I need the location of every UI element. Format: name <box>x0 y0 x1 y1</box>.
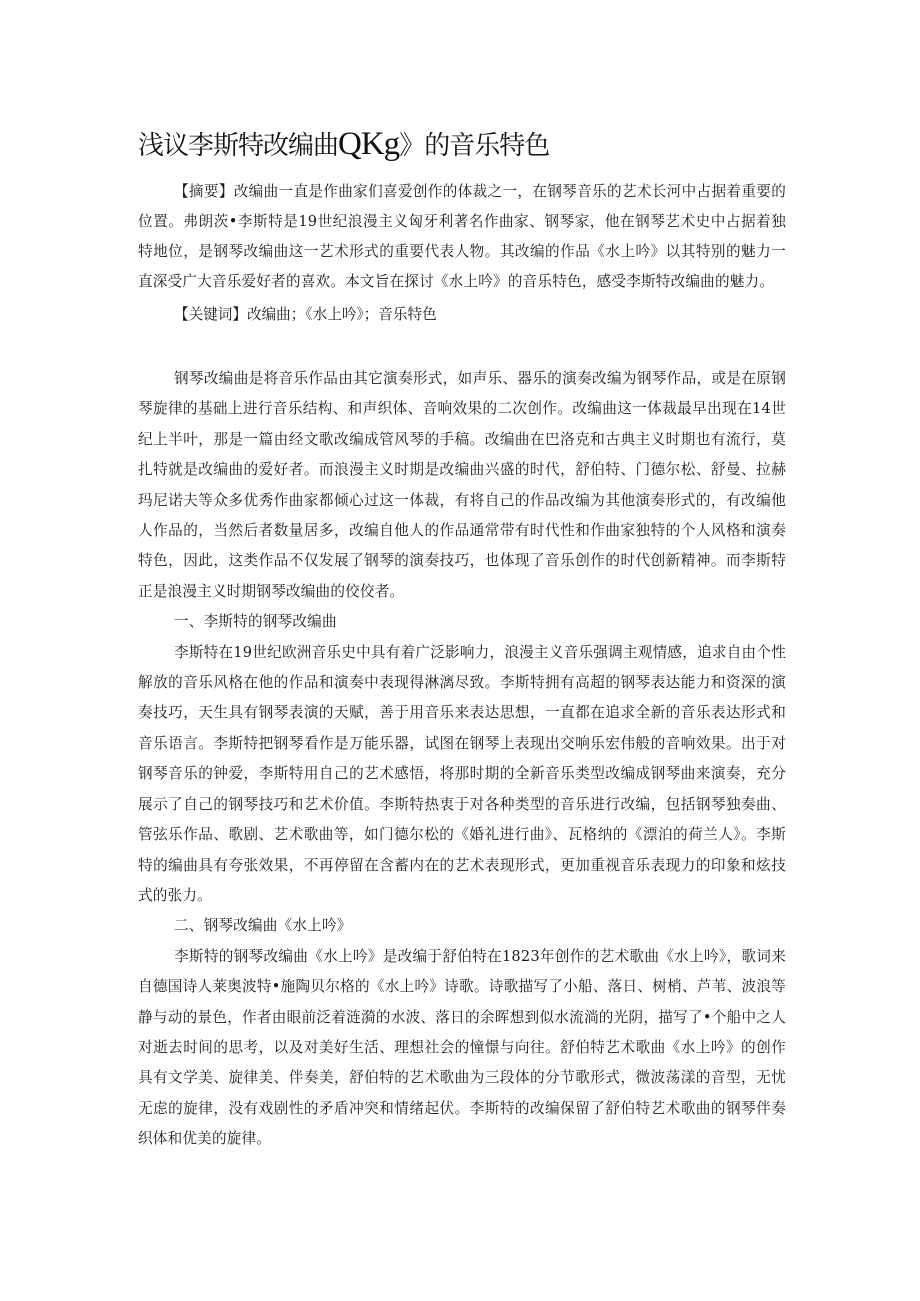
section-heading-2: 二、钢琴改编曲《水上吟》 <box>174 917 352 935</box>
title-part-1: 浅议李斯特改编曲 <box>138 131 339 161</box>
section-1-paragraph: 李斯特在19世纪欧洲音乐史中具有着广泛影响力，浪漫主义音乐强调主观情感，追求自由个性解放的音乐风格在他的作品和演奏中表现得淋漓尽致。李斯特拥有高超的钢琴表达能力和资深的演奏技巧，天生具有钢琴表演的天赋，善于用音乐来表达思想，一直都在追求全新的音乐表达形式和音乐语言。李斯特把钢琴看作是万能乐器，试图在钢琴上表现出交响乐宏伟般的音响效果。出于对钢琴音乐的钟爱，李斯特用自己的艺术感悟，将那时期的全新音乐类型改编成钢琴曲来演奏，充分展示了自己的钢琴技巧和艺术价值。李斯特热衷于对各种类型的音乐进行改编，包括钢琴独奏曲、管弦乐作品、歌剧、艺术歌曲等，如门德尔松的《婚礼进行曲》、瓦格纳的《漂泊的荷兰人》。李斯特的编曲具有夸张效果，不再停留在含蓄内在的艺术表现形式，更加重视音乐表现力的印象和炫技式的张力。 <box>138 643 786 904</box>
section-heading-1: 一、李斯特的钢琴改编曲 <box>174 613 337 631</box>
intro-paragraph: 钢琴改编曲是将音乐作品由其它演奏形式，如声乐、器乐的演奏改编为钢琴作品，或是在原钢琴旋律的基础上进行音乐结构、和声织体、音响效果的二次创作。改编曲这一体裁最早出现在14世纪上半叶，那是一篇由经文歌改编成管风琴的手稿。改编曲在巴洛克和古典主义时期也有流行，莫扎特就是改编曲的爱好者。而浪漫主义时期是改编曲兴盛的时代，舒伯特、门德尔松、舒曼、拉赫玛尼诺夫等众多优秀作曲家都倾心过这一体裁，有将自己的作品改编为其他演奏形式的，有改编他人作品的，当然后者数量居多，改编自他人的作品通常带有时代性和作曲家独特的个人风格和演奏特色，因此，这类作品不仅发展了钢琴的演奏技巧，也体现了音乐创作的时代创新精神。而李斯特正是浪漫主义时期钢琴改编曲的佼佼者。 <box>138 370 786 600</box>
article-body <box>138 364 786 1155</box>
title-part-2: QKg <box>338 126 400 162</box>
abstract-paragraph: 【摘要】改编曲一直是作曲家们喜爱创作的体裁之一，在钢琴音乐的艺术长河中占据着重要的位置。弗朗茨•李斯特是19世纪浪漫主义匈牙利著名作曲家、钢琴家，他在钢琴艺术史中占据着独特地位，是钢琴改编曲这一艺术形式的重要代表人物。其改编的作品《水上吟》以其特别的魅力一直深受广大音乐爱好者的喜欢。本文旨在探讨《水上吟》的音乐特色，感受李斯特改编曲的魅力。 <box>138 183 786 290</box>
title-part-3: 》的音乐特色 <box>399 131 550 161</box>
page-title <box>138 124 818 166</box>
keywords-line: 【关键词】改编曲；《水上吟》；音乐特色 <box>174 306 437 323</box>
section-2-paragraph: 李斯特的钢琴改编曲《水上吟》是改编于舒伯特在1823年创作的艺术歌曲《水上吟》，歌词来自德国诗人莱奥波特•施陶贝尔格的《水上吟》诗歌。诗歌描写了小船、落日、树梢、芦苇、波浪等静与动的景色，作者由眼前泛着涟漪的水波、落日的余晖想到似水流淌的光阴，描写了•个船中之人对逝去时间的思考，以及对美好生活、理想社会的憧憬与向往。舒伯特艺术歌曲《水上吟》的创作具有文学美、旋律美、伴奏美，舒伯特的艺术歌曲为三段体的分节歌形式，微波荡漾的音型，无忧无虑的旋律，没有戏剧性的矛盾冲突和情绪起伏。李斯特的改编保留了舒伯特艺术歌曲的钢琴伴奏织体和优美的旋律。 <box>138 947 786 1148</box>
